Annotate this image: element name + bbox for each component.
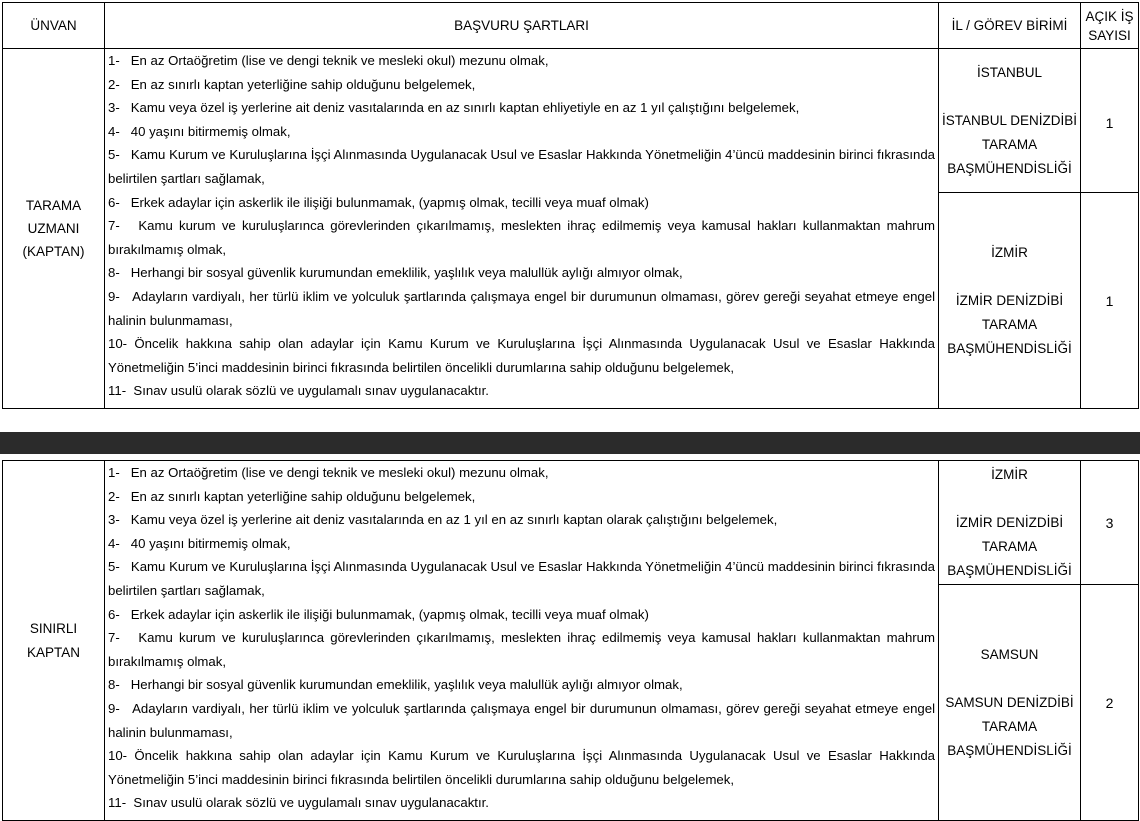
job-title-cell (3, 49, 105, 409)
unit-name-line: İZMİR DENİZDİBİ (955, 514, 1064, 530)
table-row (3, 49, 1139, 193)
job-title-line: SINIRLI (29, 620, 78, 636)
requirement-item (108, 285, 935, 332)
job-title-line: (KAPTAN) (22, 244, 85, 259)
unit-name-line: SAMSUN DENİZDİBİ (945, 694, 1074, 710)
requirement-text: En az sınırlı kaptan yeterliğine sahip olduğunu belgelemek, (130, 488, 476, 504)
header-unit (939, 3, 1081, 49)
unit-name-line: TARAMA (981, 136, 1038, 152)
requirement-text: Herhangi bir sosyal güvenlik kurumundan emeklilik, yaşlılık veya malullük aylığı almıyor olmak, (130, 677, 683, 693)
requirement-text: 40 yaşını bitirmemiş olmak, (130, 535, 291, 551)
open-count-cell (1081, 49, 1139, 193)
requirement-item (108, 214, 935, 261)
requirement-item (108, 555, 935, 602)
requirement-number: 5- (108, 559, 120, 575)
open-count: 3 (1105, 514, 1114, 531)
open-count-cell (1081, 461, 1139, 585)
requirement-item (108, 532, 935, 556)
unit-city: İZMİR (991, 244, 1028, 260)
unit-city: İZMİR (991, 466, 1028, 482)
job-title-cell (3, 461, 105, 821)
requirement-item (108, 508, 935, 532)
header-count-line1: AÇIK İŞ (1085, 8, 1134, 24)
open-count-cell (1081, 193, 1139, 409)
header-title-text: ÜNVAN (30, 18, 77, 33)
requirement-text: En az Ortaöğretim (lise ve dengi teknik ve mesleki okul) mezunu olmak, (130, 465, 549, 480)
requirement-number: 4- (108, 535, 120, 551)
requirement-number: 6- (108, 606, 120, 622)
unit-name-line: BAŞMÜHENDİSLİĞİ (947, 160, 1072, 176)
open-count: 2 (1105, 694, 1114, 711)
requirement-number: 9- (108, 700, 120, 716)
open-count: 1 (1105, 292, 1114, 309)
requirements-cell (105, 461, 939, 821)
requirement-number: 6- (108, 194, 120, 210)
requirement-text: Öncelik hakkına sahip olan adaylar için Kamu Kurum ve Kuruluşlarına İşçi Alınmasında Uygulanacak Usul ve Esaslar Hakkında Yönetmeliğin 5’inci maddesinin birinci fıkrasında belirtilen öncelikli durumlarına sahip olduğunu belgelemek, (108, 336, 935, 375)
table-row (3, 461, 1139, 585)
unit-name-line: BAŞMÜHENDİSLİĞİ (947, 742, 1072, 758)
job-title-line: KAPTAN (26, 644, 80, 660)
requirement-item (108, 49, 935, 73)
requirement-number: 11- (108, 795, 127, 811)
requirement-number: 4- (108, 123, 120, 139)
open-count: 1 (1105, 115, 1114, 131)
unit-name-line: BAŞMÜHENDİSLİĞİ (947, 562, 1072, 578)
header-count-line2: SAYISI (1088, 27, 1131, 43)
unit-name-line: İZMİR DENİZDİBİ (955, 292, 1064, 308)
requirement-item (108, 143, 935, 190)
unit-name-line: İSTANBUL DENİZDİBİ (941, 112, 1078, 128)
job-title-line: UZMANI (27, 221, 80, 236)
unit-name-line: BAŞMÜHENDİSLİĞİ (947, 340, 1072, 356)
requirement-item (108, 744, 935, 791)
unit-city: SAMSUN (980, 646, 1039, 662)
unit-name-line: TARAMA (981, 316, 1038, 332)
requirement-text: Erkek adaylar için askerlik ile ilişiği bulunmamak, (yapmış olmak, tecilli veya muaf olmak) (130, 194, 649, 210)
requirement-item (108, 261, 935, 285)
requirement-text: Adayların vardiyalı, her türlü iklim ve yolculuk şartlarında çalışmaya engel bir durumunun olmaması, görev gereği seyahat etmeye engel halinin bulunmaması, (108, 700, 936, 740)
header-requirements (105, 3, 939, 49)
requirement-item (108, 791, 935, 815)
requirement-number: 3- (108, 512, 120, 528)
requirement-number: 7- (108, 218, 120, 234)
requirement-item (108, 461, 935, 485)
section-separator (0, 432, 1140, 454)
requirement-text: Sınav usulü olarak sözlü ve uygulamalı sınav uygulanacaktır. (133, 383, 489, 399)
requirement-item (108, 626, 935, 673)
requirement-number: 8- (108, 265, 120, 281)
job-table-tarama-uzmani (2, 2, 1139, 409)
table-header-row (3, 3, 1139, 49)
requirement-number: 8- (108, 677, 120, 693)
requirement-item (108, 120, 935, 144)
unit-cell (939, 193, 1081, 409)
header-requirements-text: BAŞVURU ŞARTLARI (454, 18, 589, 33)
unit-cell (939, 461, 1081, 585)
requirement-item (108, 485, 935, 509)
requirement-number: 10- (108, 748, 128, 764)
requirement-text: Herhangi bir sosyal güvenlik kurumundan emeklilik, yaşlılık veya malullük aylığı almıyor olmak, (130, 265, 683, 281)
job-table-sinirli-kaptan (2, 460, 1139, 821)
open-count-cell (1081, 585, 1139, 821)
requirement-text: Kamu kurum ve kuruluşlarınca görevlerinden çıkarılmamış, meslekten ihraç edilmemiş veya kamusal hakları kullanmaktan mahrum bırakılmamış olmak, (108, 630, 936, 669)
requirement-text: En az sınırlı kaptan yeterliğine sahip olduğunu belgelemek, (130, 76, 476, 92)
requirement-text: Kamu kurum ve kuruluşlarınca görevlerinden çıkarılmamış, meslekten ihraç edilmemiş veya kamusal hakları kullanmaktan mahrum bırakılmamış olmak, (108, 218, 936, 257)
requirement-number: 10- (108, 336, 128, 352)
requirement-item (108, 673, 935, 697)
requirement-item (108, 697, 935, 744)
requirement-text: Kamu Kurum ve Kuruluşlarına İşçi Alınmasında Uygulanacak Usul ve Esaslar Hakkında Yönetmeliğin 4’üncü maddesinin birinci fıkrasında belirtilen şartları sağlamak, (108, 559, 935, 598)
requirement-text: Öncelik hakkına sahip olan adaylar için Kamu Kurum ve Kuruluşlarına İşçi Alınmasında Uygulanacak Usul ve Esaslar Hakkında Yönetmeliğin 5’inci maddesinin birinci fıkrasında belirtilen öncelikli durumlarına sahip olduğunu belgelemek, (108, 748, 935, 787)
job-title-line: TARAMA (25, 198, 82, 213)
requirement-text: Adayların vardiyalı, her türlü iklim ve yolculuk şartlarında çalışmaya engel bir durumunun olmaması, görev gereği seyahat etmeye engel halinin bulunmaması, (108, 288, 936, 328)
requirement-item (108, 603, 935, 627)
requirement-item (108, 379, 935, 403)
requirement-text: 40 yaşını bitirmemiş olmak, (130, 123, 291, 139)
unit-cell (939, 585, 1081, 821)
requirement-number: 2- (108, 76, 120, 92)
requirement-text: Kamu veya özel iş yerlerine ait deniz vasıtalarında en az sınırlı kaptan ehliyetiyle en az 1 yıl çalıştığını belgelemek, (130, 100, 800, 116)
requirement-text: Kamu veya özel iş yerlerine ait deniz vasıtalarında en az 1 yıl en az sınırlı kaptan olarak çalıştığını belgelemek, (130, 512, 778, 528)
unit-name-line: TARAMA (981, 718, 1038, 734)
requirement-number: 1- (108, 465, 120, 480)
requirement-number: 7- (108, 630, 120, 646)
requirement-number: 5- (108, 147, 120, 163)
header-title (3, 3, 105, 49)
requirement-number: 9- (108, 288, 120, 304)
requirement-number: 2- (108, 488, 120, 504)
requirement-text: Kamu Kurum ve Kuruluşlarına İşçi Alınmasında Uygulanacak Usul ve Esaslar Hakkında Yönetmeliğin 4’üncü maddesinin birinci fıkrasında belirtilen şartları sağlamak, (108, 147, 935, 186)
requirement-number: 1- (108, 53, 120, 68)
requirement-text: En az Ortaöğretim (lise ve dengi teknik ve mesleki okul) mezunu olmak, (130, 53, 549, 68)
unit-cell (939, 49, 1081, 193)
unit-city: İSTANBUL (976, 64, 1042, 80)
header-count (1081, 3, 1139, 49)
requirement-item (108, 96, 935, 120)
requirement-number: 11- (108, 383, 127, 399)
requirement-text: Sınav usulü olarak sözlü ve uygulamalı sınav uygulanacaktır. (133, 795, 489, 811)
requirement-item (108, 191, 935, 215)
requirement-item (108, 73, 935, 97)
header-unit-text: İL / GÖREV BİRİMİ (951, 18, 1068, 33)
requirement-text: Erkek adaylar için askerlik ile ilişiği bulunmamak, (yapmış olmak, tecilli veya muaf olmak) (130, 606, 649, 622)
requirement-number: 3- (108, 100, 120, 116)
requirement-item (108, 332, 935, 379)
unit-name-line: TARAMA (981, 538, 1038, 554)
requirements-cell (105, 49, 939, 409)
